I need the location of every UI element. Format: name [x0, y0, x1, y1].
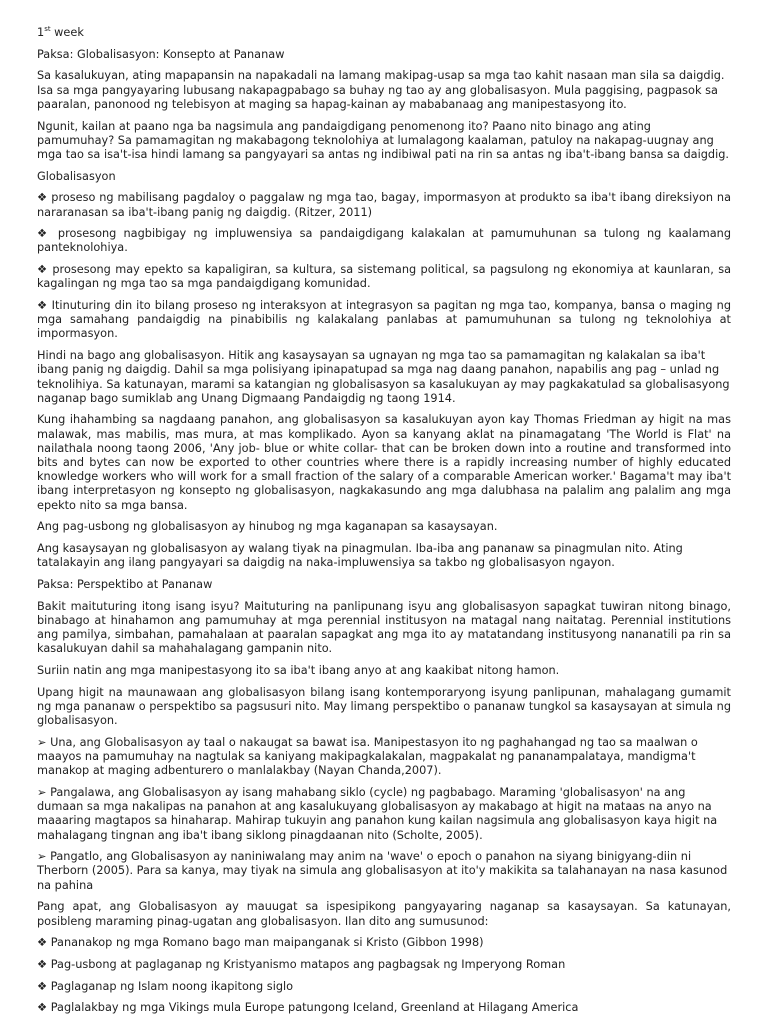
definition-bullet-3: ❖ prosesong may epekto sa kapaligiran, sa kultura, sa sistemang political, sa pagsulong ng ekonomiya at kaunlaran, sa kagalingan ng mga tao sa mga pandaigdigang komunidad. [37, 263, 731, 291]
paragraph-upang: Upang higit na maunawaan ang globalisasyon bilang isang kontemporaryong isyung panlipunan, mahalagang gumamit ng mga pananaw o perspektibo sa pagsusuri nito. May limang perspektibo o pananaw tungkol sa kasaysayan at simula ng globalisasyon. [37, 685, 731, 728]
definition-bullet-4: ❖ Itinuturing din ito bilang proseso ng interaksyon at integrasyon sa pagitan ng mga tao, kompanya, bansa o maging ng mga samahang pandaigdig na pinabibilis ng kalakalang panlabas at pamumuhunan sa tulong ng teknolohiya at impormasyon. [37, 299, 731, 341]
arrow-bullet-icon: ➢ [37, 785, 47, 799]
intro-paragraph-1: Sa kasalukuyan, ating mapapansin na napakadali na lamang makipag-usap sa mga tao kahit nasaan man sila sa daigdig. Isa sa mga pangyayaring lubusang nakapagpabago sa buhay ng tao ay ang globalisasyon. Mula paggising, pagpasok sa paaralan, panonood ng telebisyon at maging sa hapag-kainan ay mababanaag ang manipestasyong ito. [37, 69, 725, 111]
intro-paragraph-2: Ngunit, kailan at paano nga ba nagsimula ang pandaigdigang penomenong ito? Paano nito binago ang ating pamumuhay? Sa pamamagitan ng makabagong teknolohiya at lumalagong kaalaman, patuloy na nakapag-uugnay ang mga tao sa isa't-isa hindi lamang sa pangyayari sa antas ng indibiwal pati na rin sa antas ng iba't-ibang bansa sa daigdig. [37, 119, 729, 161]
diamond-bullet-icon: ❖ [37, 1001, 48, 1015]
event-bullet-4: ❖ Paglalakbay ng mga Vikings mula Europe patungong Iceland, Greenland at Hilagang America [37, 1001, 579, 1015]
paragraph-hindi-na-bago: Hindi na bago ang globalisasyon. Hitik ang kasaysayan sa ugnayan ng mga tao sa pamamagitan ng kalakalan sa iba't ibang panig ng daigdig. Dahil sa mga polisiyang ipinapatupad sa mga nag daang panahon, napabilis ang pag – unlad ng teknolihiya. Sa katunayan, marami sa katangian ng globalisasyon sa kasalukuyan ay may pagkakatulad sa globalisasyong naganap bago sumiklab ang Unang Digmaang Pandaigdig ng taong 1914. [37, 349, 730, 405]
paragraph-bakit: Bakit maituturing itong isang isyu? Maituturing na panlipunang isyu ang globalisasyon sapagkat tuwiran nitong binago, binabago at hinahamon ang pamumuhay at mga perennial institusyon na matagal nang naitatag. Perennial institutions ang pamilya, simbahan, pamahalaan at paaralan sapagkat ang mga ito ay matatandang institusyong nananatili pa rin sa kasalukuyan dahil sa mahahalagang gampanin nito. [37, 599, 731, 656]
arrow-bullet-icon: ➢ [37, 735, 47, 749]
diamond-bullet-icon: ❖ [37, 299, 48, 313]
week-label: 1st week [37, 25, 84, 39]
paragraph-kasaysayan: Ang kasaysayan ng globalisasyon ay walang tiyak na pinagmulan. Iba-iba ang pananaw sa pinagmulan nito. Ating tatalakayin ang ilang pangyayari sa daigdig na naka-impluwensiya sa takbo ng globalisasyon ngayon. [37, 542, 683, 570]
paragraph-pag-usbong: Ang pag-usbong ng globalisasyon ay hinubog ng mga kaganapan sa kasaysayan. [37, 520, 498, 534]
definition-bullet-2: ❖ prosesong nagbibigay ng impluwensiya sa pandaigdigang kalakalan at pamumuhunan sa tulong ng kaalamang panteknolohiya. [37, 227, 732, 255]
paragraph-friedman: Kung ihahambing sa nagdaang panahon, ang globalisasyon sa kasalukuyan ayon kay Thomas Friedman ay higit na mas malawak, mas mabilis, mas mura, at mas komplikado. Ayon sa kanyang aklat na pinamagatang 'The World is Flat' na nailathala noong taong 2006, 'Any job- blue or white collar- that can be broken down into a routine and transformed into bits and bytes can now be exported to other countries where there is a rapidly increasing number of highly educated knowledge workers who will work for a small fraction of the salary of a comparable American worker.' Bagama't may iba't ibang interpretasyon ng konsepto ng globalisasyon, nagkakasundo ang mga dalubhasa na palalim ang palalim ang mga epekto nito sa mga bansa. [37, 413, 731, 512]
arrow-bullet-icon: ➢ [37, 850, 47, 864]
diamond-bullet-icon: ❖ [37, 227, 51, 241]
topic-heading-2: Paksa: Perspektibo at Pananaw [37, 578, 213, 591]
week-ordinal-suffix: st [44, 25, 51, 34]
perspective-pangalawa: ➢ Pangalawa, ang Globalisasyon ay isang mahabang siklo (cycle) ng pagbabago. Maraming 'globalisasyon' na ang dumaan sa mga nakalipas na panahon at ang kasalukuyang globalisasyon ay makabago at higit na mataas na anyo na maaaring magtapos sa hinaharap. Mahirap tukuyin ang panahon kung kailan nagsimula ang globalisasyon kaya higit na mahalagang tingnan ang iba't ibang siklong pinagdaanan nito (Scholte, 2005). [37, 785, 718, 842]
diamond-bullet-icon: ❖ [37, 263, 48, 277]
perspective-pang-apat: Pang apat, ang Globalisasyon ay mauugat sa ispesipikong pangyayaring naganap sa kasaysayan. Sa katunayan, posibleng maraming pinag-ugatan ang globalisasyon. Ilan dito ang sumusunod: [37, 900, 731, 928]
diamond-bullet-icon: ❖ [37, 936, 48, 950]
event-bullet-1: ❖ Pananakop ng mga Romano bago man maipanganak si Kristo (Gibbon 1998) [37, 936, 484, 950]
definition-bullet-1: ❖ proseso ng mabilisang pagdaloy o paggalaw ng mga tao, bagay, impormasyon at produkto sa iba't ibang direksiyon na nararanasan sa iba't-ibang panig ng daigdig. (Ritzer, 2011) [37, 191, 731, 219]
event-bullet-2: ❖ Pag-usbong at paglaganap ng Kristyanismo matapos ang pagbagsak ng Imperyong Roman [37, 957, 566, 971]
perspective-una: ➢ Una, ang Globalisasyon ay taal o nakaugat sa bawat isa. Manipestasyon ito ng paghahangad ng tao sa maalwan o maayos na pamumuhay na nagtulak sa kaniyang makipagkalakalan, magpakalat ng pananampalataya, mandigma't manakop at maging adbenturero o manlalakbay (Nayan Chanda,2007). [37, 735, 698, 778]
topic-heading-1: Paksa: Globalisasyon: Konsepto at Pananaw [37, 47, 285, 61]
perspective-pangatlo: ➢ Pangatlo, ang Globalisasyon ay naniniwalang may anim na 'wave' o epoch o panahon na siyang binigyang-diin ni Therborn (2005). Para sa kanya, may tiyak na simula ang globalisasyon at ito'y makikita sa talahanayan na nasa kasunod na pahina [37, 850, 728, 892]
diamond-bullet-icon: ❖ [37, 191, 48, 205]
event-bullet-3: ❖ Paglaganap ng Islam noong ikapitong siglo [37, 979, 294, 993]
globalisasyon-heading: Globalisasyon [37, 169, 116, 183]
paragraph-suriin: Suriin natin ang mga manipestasyong ito sa iba't ibang anyo at ang kaakibat nitong hamon. [37, 664, 560, 678]
diamond-bullet-icon: ❖ [37, 979, 48, 993]
diamond-bullet-icon: ❖ [37, 957, 48, 971]
